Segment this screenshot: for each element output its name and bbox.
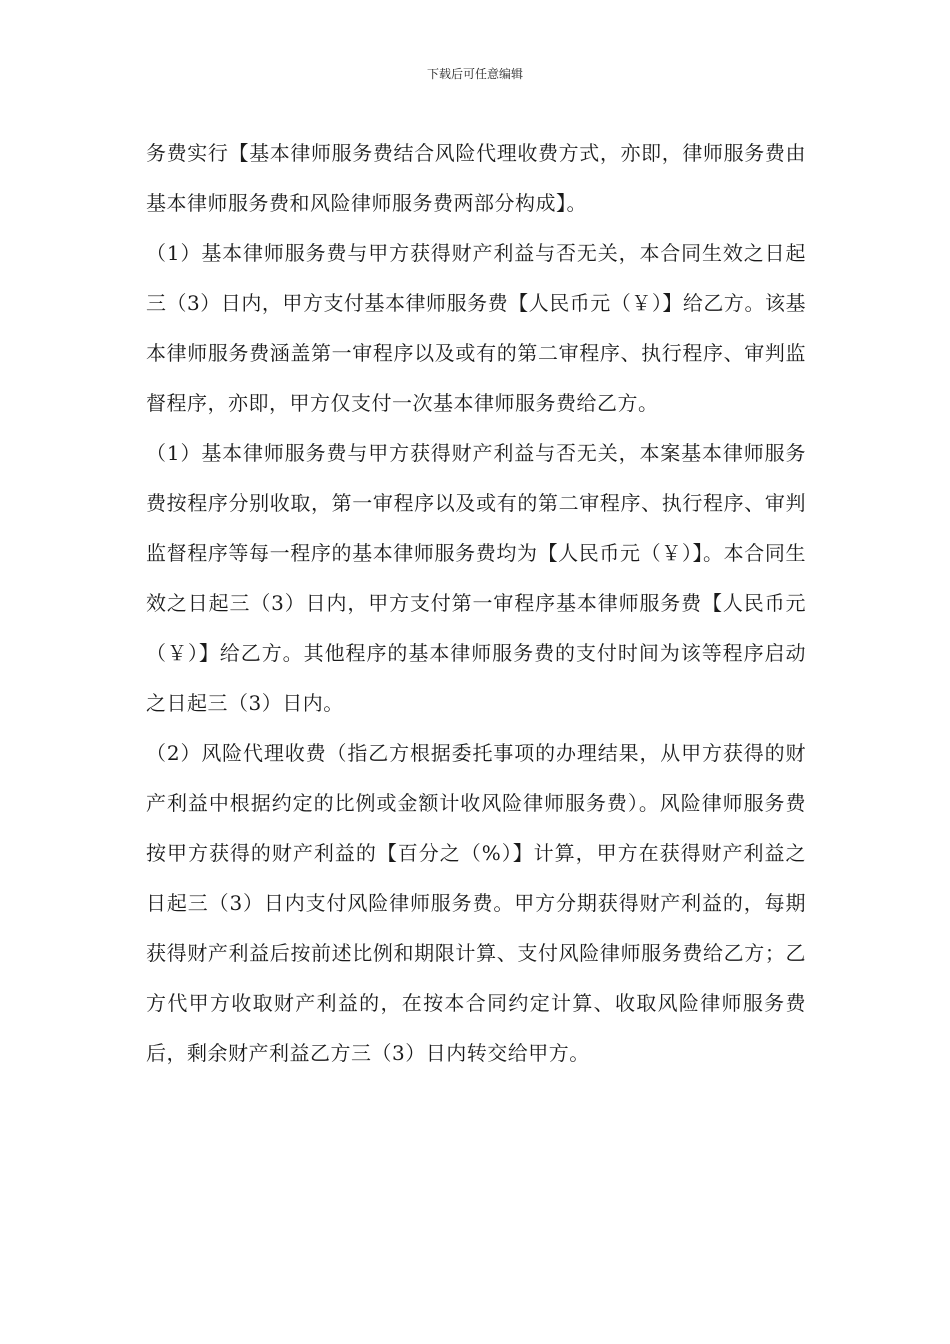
- paragraph-risk-agency-fee: （2）风险代理收费（指乙方根据委托事项的办理结果，从甲方获得的财产利益中根据约定的比例或金额计收风险律师服务费）。风险律师服务费按甲方获得的财产利益的【百分之（%）】计算，甲方在获得财产利益之日起三（3）日内支付风险律师服务费。甲方分期获得财产利益的，每期获得财产利益后按前述比例和期限计算、支付风险律师服务费给乙方；乙方代甲方收取财产利益的，在按本合同约定计算、收取风险律师服务费后，剩余财产利益乙方三（3）日内转交给甲方。: [146, 741, 806, 1065]
- paragraph-fee-method: 务费实行【基本律师服务费结合风险代理收费方式，亦即，律师服务费由基本律师服务费和风险律师服务费两部分构成】。: [146, 141, 806, 215]
- document-body: [146, 128, 806, 1078]
- paragraph-basic-fee-once: （1）基本律师服务费与甲方获得财产利益与否无关，本合同生效之日起三（3）日内，甲方支付基本律师服务费【人民币元（￥）】给乙方。该基本律师服务费涵盖第一审程序以及或有的第二审程序、执行程序、审判监督程序，亦即，甲方仅支付一次基本律师服务费给乙方。: [146, 241, 806, 415]
- page-header: 下载后可任意编辑: [426, 67, 523, 81]
- paragraph-basic-fee-per-procedure: （1）基本律师服务费与甲方获得财产利益与否无关，本案基本律师服务费按程序分别收取，第一审程序以及或有的第二审程序、执行程序、审判监督程序等每一程序的基本律师服务费均为【人民币元（￥）】。本合同生效之日起三（3）日内，甲方支付第一审程序基本律师服务费【人民币元（￥）】给乙方。其他程序的基本律师服务费的支付时间为该等程序启动之日起三（3）日内。: [146, 441, 806, 715]
